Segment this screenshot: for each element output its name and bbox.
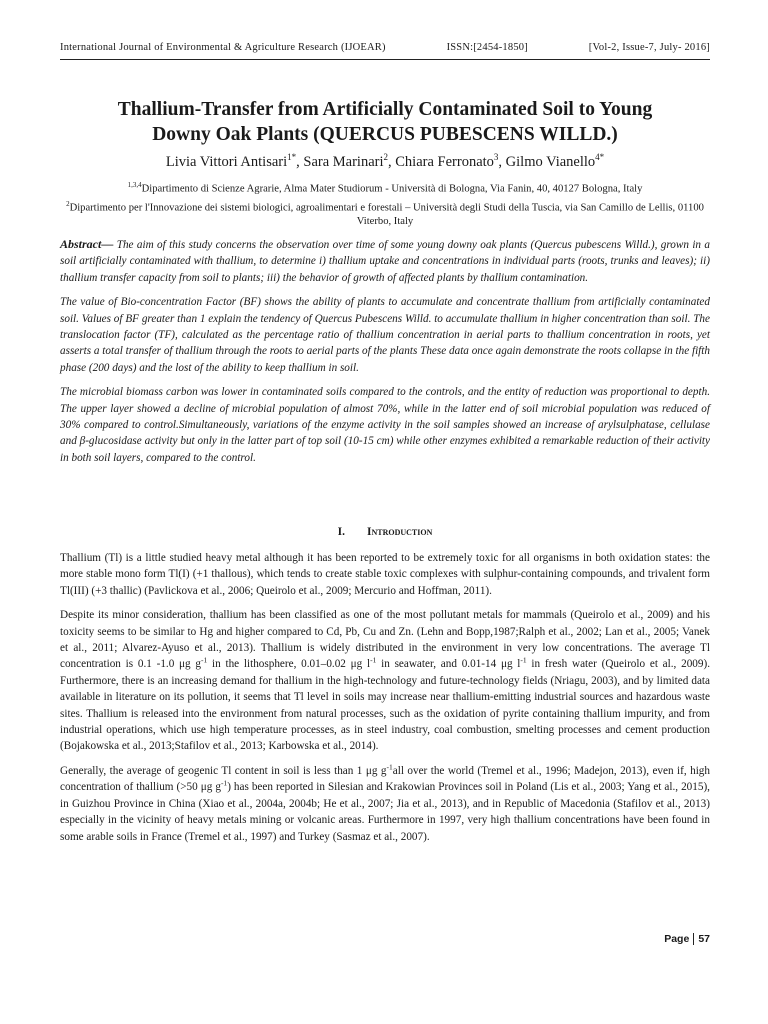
body-paragraph-1: Thallium (Tl) is a little studied heavy metal although it has been reported to be extremely toxic for all organisms in both oxidation states: the more stable mono form Tl(I) (+1 thallous), which tends to create stable toxic complexes with sulphur-containing compounds, and trivalent form Tl(III) (+3 thallic) (Pavlickova et al., 2006; Queirolo et al., 2009; Mercurio and Hoffman, 2011). [60, 552, 710, 597]
title-line-1: Thallium-Transfer from Artificially Contaminated Soil to Young [117, 99, 653, 120]
abstract-paragraph-1 [60, 236, 710, 286]
superscript: -1 [520, 655, 527, 665]
affiliation-mark: 1,3,4 [127, 181, 142, 189]
abstract-paragraph-3: The microbial biomass carbon was lower in contaminated soils compared to the controls, and the entity of reduction was proportional to depth. The upper layer showed a decline of microbial population of almost 70%, while in the latter end of soil microbial population was reduced of 30% compared to control.Simultaneously, variations of the enzyme activity in the soil samples showed an increase of arylsulphatase, cellulase and β-glucosidase activity but only in the latter part of top soil (10-15 cm) while other enzymes exhibited a remarkable reduction of their activity in both soil layers, compared to the control. [60, 386, 710, 464]
author-name: Sara Marinari [303, 153, 384, 170]
running-header [60, 42, 710, 53]
abstract-label: Abstract— [60, 237, 114, 251]
author-name: Chiara Ferronato [395, 153, 494, 170]
author-separator: , [388, 153, 396, 170]
page-separator [693, 933, 694, 945]
author-name: Livia Vittori Antisari [165, 153, 288, 170]
header-rule [60, 59, 710, 60]
body-text-run: in seawater, and 0.01-14 μg l [376, 658, 521, 671]
superscript: -1 [201, 655, 208, 665]
superscript: -1 [220, 778, 228, 788]
section-heading [60, 526, 710, 538]
section-title: Introduction [366, 526, 433, 538]
affiliation-mark: 2 [66, 199, 70, 208]
issn: ISSN:[2454-1850] [446, 42, 528, 53]
body-text-run: all over the world (Tremel et al., 1996; Madejon, 2013), even if, high concentration of thallium (>50 μg g [60, 764, 710, 794]
abstract [60, 236, 710, 474]
author-affil-mark: 4* [595, 152, 605, 162]
page-footer [650, 933, 710, 945]
title-line-2: Downy Oak Plants (QUERCUS PUBESCENS WILLD.) [152, 124, 618, 145]
author-affil-mark: 1* [287, 152, 297, 162]
page-number: 57 [698, 933, 710, 945]
affiliation-text: Dipartimento per l'Innovazione dei sistemi biologici, agroalimentari e forestali – Università degli Studi della Tuscia, via San Camillo de Lellis, 01100 Viterbo, Italy [69, 202, 704, 228]
body-text-run: Despite its minor consideration, thallium has been classified as one of the most pollutant metals for mammals (Queirolo et al., 2009) and his toxicity seems to be similar to Hg and higher compared to Cd, Pb, Cu and Zn. (Lehn and Bopp,1987;Ralph et al., 2002; Lan et al., 2005; Vanek et al., 2011; Alvarez-Ayuso et al., 2013). Thallium is widely distributed in the environment in very low concentrations. The average Tl concentration is 0.1 -1.0 μg g [60, 609, 710, 671]
superscript: -1 [386, 762, 393, 772]
journal-name: International Journal of Environmental & Agriculture Research (IJOEAR) [60, 42, 386, 53]
body-text-run: ) has been reported in Silesian and Krakowian Provinces soil in Poland (Lis et al., 2003; Yang et al., 2015), in Guizhou Province in China (Xiao et al., 2004a, 2004b; He et al., 2007; Jia et al., 2013), and in Republic of Macedonia (Stafilov et al., 2013) especially in the vicinity of heavy metals mining or volcanic areas. Furthermore in 1997, very high thallium concentrations have been found in some arable soils in France (Tremel et al., 1997) and Turkey (Sasmaz et al., 2007). [60, 781, 710, 843]
author-separator: , [498, 153, 506, 170]
body-paragraph-2 [60, 607, 710, 755]
page-label: Page [664, 933, 690, 945]
author-list [60, 152, 710, 171]
paper-title [60, 97, 710, 147]
body-text [60, 550, 710, 853]
affiliation-1 [60, 178, 710, 197]
body-text-run: in the lithosphere, 0.01–0.02 μg l [207, 658, 371, 671]
affiliations [60, 178, 710, 229]
body-paragraph-3 [60, 763, 710, 845]
body-text-run: Generally, the average of geogenic Tl content in soil is less than 1 μg g [60, 764, 387, 777]
affiliation-2 [60, 197, 710, 230]
superscript: -1 [370, 655, 377, 665]
affiliation-text: Dipartimento di Scienze Agrarie, Alma Mater Studiorum - Università di Bologna, Via Fanin, 40, 40127 Bologna, Italy [141, 183, 643, 195]
abstract-paragraph-2: The value of Bio-concentration Factor (BF) shows the ability of plants to accumulate and concentrate thallium from artificially contaminated soil. Values of BF greater than 1 explain the tendency of Quercus Pubescens Willd. to accumulate thallium in higher concentration than soil. The translocation factor (TF), calculated as the percentage ratio of thallium concentration in aerial parts to thallium concentration in roots, yet asserts a total transfer of thallium through the roots to aerial parts of the plants These data once again demonstrate the roots collapse in the fifth phase (200 days) and the lost of the ability to keep thallium in soil. [60, 296, 710, 374]
body-text-run: in fresh water (Queirolo et al., 2009). Furthermore, there is an increasing demand for thallium in the high-technology and future-technology fields (Nriagu, 2003), and by limited data available in literature on its pollution, it seems that Tl level in soils may increase near thallium-emitting industrial sources and hazardous waste sites. Thallium is released into the environment from natural processes, such as the oxidation of pyrite containing thallium impurity, and from industrial operations, which use high temperature processes, as in steel industry, coal combustion, smelting processes and cement production (Bojakowska et al., 2013;Stafilov et al., 2013; Karbowska et al., 2014). [60, 658, 710, 753]
volume-issue: [Vol-2, Issue-7, July- 2016] [588, 42, 710, 53]
abstract-text: The aim of this study concerns the observation over time of some young downy oak plants (Quercus pubescens Willd.), grown in a soil artificially contaminated with thallium, to determine i) thallium uptake and concentrations in individual parts (roots, trunks and leaves); ii) thallium transfer capacity from soil to plants; iii) the behavior of growth of affected plants by thallium contamination. [60, 239, 710, 284]
author-name: Gilmo Vianello [505, 153, 596, 170]
author-affil-mark: 3 [493, 152, 499, 162]
author-separator: , [296, 153, 304, 170]
author-affil-mark: 2 [383, 152, 389, 162]
section-number: I. [337, 526, 345, 538]
